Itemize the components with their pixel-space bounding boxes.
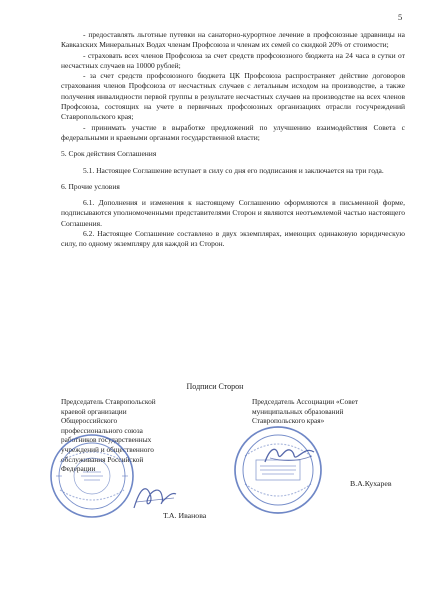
right-party-line: Ставропольского края» xyxy=(252,416,325,426)
right-party-line: Председатель Ассоциации «Совет xyxy=(252,397,359,406)
paragraph-vouchers: - предоставлять льготные путевки на санаторно-курортное лечение в профсоюзные здравницы на Кавказских Минеральных Водах членам Профсоюза и членам их семей со скидкой 20% от стоимости; xyxy=(61,30,405,50)
left-party-line: учреждений и общественного xyxy=(61,444,154,454)
right-signatory-name: В.А.Кухарев xyxy=(350,479,392,488)
paragraph-5-1: 5.1. Настоящее Соглашение вступает в силу со дня его подписания и заключается на три года. xyxy=(83,165,384,175)
left-party-line: Общероссийского xyxy=(61,416,118,426)
paragraph-insurance: - страховать всех членов Профсоюза за счет средств профсоюзного бюджета на 24 часа в сутки от несчастных случаев на 10000 рублей; xyxy=(61,50,405,70)
paragraph-insurance-cc: - за счет средств профсоюзного бюджета ЦК Профсоюза распространяет действие договоров страхования членов Профсоюза от несчастных случаев с летальным исходом на производстве, а также получения инвалидности первой группы в результате несчастных случаев на производстве на всех членов Профсоюза, состоящих на учете в первичных профсоюзных организациях отрасли госучреждений Ставропольского края; xyxy=(61,71,405,122)
left-party-line: Председатель Ставропольской xyxy=(61,397,156,406)
section-6-title: 6. Прочие условия xyxy=(61,181,120,191)
document-body xyxy=(61,30,405,250)
paragraph-cooperation: - принимать участие в выработке предложений по улучшению взаимодействия Совета с федеральными и краевыми органами государственной власти; xyxy=(61,122,405,142)
left-party-line: Федерации xyxy=(61,464,96,474)
right-party-title xyxy=(252,397,412,426)
left-stamp-icon xyxy=(48,432,136,520)
page-number: 5 xyxy=(398,12,403,22)
left-party-line: профессионального союза xyxy=(61,425,143,435)
right-party-line: муниципальных образований xyxy=(252,406,344,416)
left-party-line: краевой организации xyxy=(61,406,127,416)
section-5-title: 5. Срок действия Соглашения xyxy=(61,149,157,159)
paragraph-6-2: 6.2. Настоящее Соглашение составлено в двух экземплярах, имеющих одинаковую юридическую силу, по одному экземпляру для каждой из Сторон. xyxy=(61,229,405,249)
right-signature-icon xyxy=(262,440,318,475)
left-party-line: обслуживания Российской xyxy=(61,454,144,464)
signatures-heading: Подписи Сторон xyxy=(186,382,244,391)
paragraph-6-1: 6.1. Дополнения и изменения к настоящему Соглашению оформляются в письменной форме, подписываются уполномоченными представителями Сторон и являются неотъемлемой частью настоящего Соглашения. xyxy=(61,198,405,228)
left-signatory-name: Т.А. Иванова xyxy=(163,511,207,520)
left-party-line: работников государственных xyxy=(61,435,152,445)
